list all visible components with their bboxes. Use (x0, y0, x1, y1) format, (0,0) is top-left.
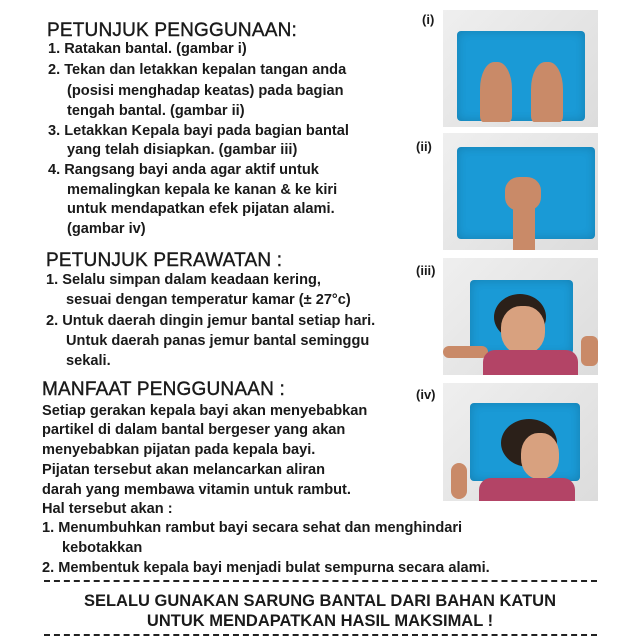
baby-face (501, 306, 545, 354)
footer-line-2: UNTUK MENDAPATKAN HASIL MAKSIMAL ! (146, 612, 494, 630)
dashed-divider-top (44, 580, 597, 582)
benefits-line: 1. Menumbuhkan rambut bayi secara sehat dan menghindari (42, 520, 463, 536)
benefits-line: 2. Membentuk kepala bayi menjadi bulat sempurna secara alami. (42, 560, 490, 576)
baby-left-arm (443, 346, 488, 358)
benefits-line: partikel di dalam bantal bergeser yang akan (42, 422, 346, 438)
photo-label-iii: (iii) (416, 263, 436, 278)
photo-label-iv: (iv) (416, 387, 436, 402)
baby-shirt (483, 350, 578, 375)
usage-line: 2. Tekan dan letakkan kepalan tangan anda (48, 62, 347, 78)
benefits-line: Setiap gerakan kepala bayi akan menyebabkan (42, 403, 368, 419)
care-line: Untuk daerah panas jemur bantal seminggu (66, 333, 370, 349)
usage-line: memalingkan kepala ke kanan & ke kiri (67, 182, 338, 198)
care-line: sesuai dengan temperatur kamar (± 27°c) (66, 292, 351, 308)
arm-image (513, 207, 535, 250)
usage-line: 1. Ratakan bantal. (gambar i) (48, 41, 247, 57)
footer-line-1: SELALU GUNAKAN SARUNG BANTAL DARI BAHAN KATUN (83, 592, 557, 610)
photo-label-ii: (ii) (416, 139, 432, 154)
photo-ii-fist-on-pillow (443, 133, 598, 250)
usage-line: 3. Letakkan Kepala bayi pada bagian bantal (48, 123, 349, 139)
dashed-divider-bottom (44, 634, 597, 636)
photo-i-hands-flatten-pillow (443, 10, 598, 127)
usage-line: yang telah disiapkan. (gambar iii) (67, 142, 298, 158)
fist-image (505, 177, 541, 211)
care-line: 1. Selalu simpan dalam keadaan kering, (46, 272, 321, 288)
left-hand-image (480, 62, 512, 122)
benefits-line: kebotakkan (62, 540, 143, 556)
baby-shirt (479, 478, 575, 501)
baby-hand (451, 463, 467, 499)
benefits-line: menyebabkan pijatan pada kepala bayi. (42, 442, 316, 458)
usage-line: tengah bantal. (gambar ii) (67, 103, 245, 119)
usage-line: untuk mendapatkan efek pijatan alami. (67, 201, 335, 217)
photo-label-i: (i) (422, 12, 435, 27)
benefits-line: darah yang membawa vitamin untuk rambut. (42, 482, 351, 498)
care-title: PETUNJUK PERAWATAN : (46, 250, 283, 271)
usage-line: (gambar iv) (67, 221, 146, 237)
benefits-title: MANFAAT PENGGUNAAN : (42, 379, 285, 400)
baby-face (521, 433, 559, 479)
usage-line: (posisi menghadap keatas) pada bagian (67, 83, 344, 99)
care-line: sekali. (66, 353, 111, 369)
usage-line: 4. Rangsang bayi anda agar aktif untuk (48, 162, 319, 178)
photo-iv-baby-turning-head (443, 383, 598, 501)
baby-right-arm (581, 336, 598, 366)
pillow-image (457, 31, 585, 121)
benefits-line: Pijatan tersebut akan melancarkan aliran (42, 462, 326, 478)
usage-title: PETUNJUK PENGGUNAAN: (47, 20, 297, 41)
right-hand-image (531, 62, 563, 122)
care-line: 2. Untuk daerah dingin jemur bantal setiap hari. (46, 313, 376, 329)
photo-iii-baby-on-pillow (443, 258, 598, 375)
benefits-line: Hal tersebut akan : (42, 501, 173, 517)
